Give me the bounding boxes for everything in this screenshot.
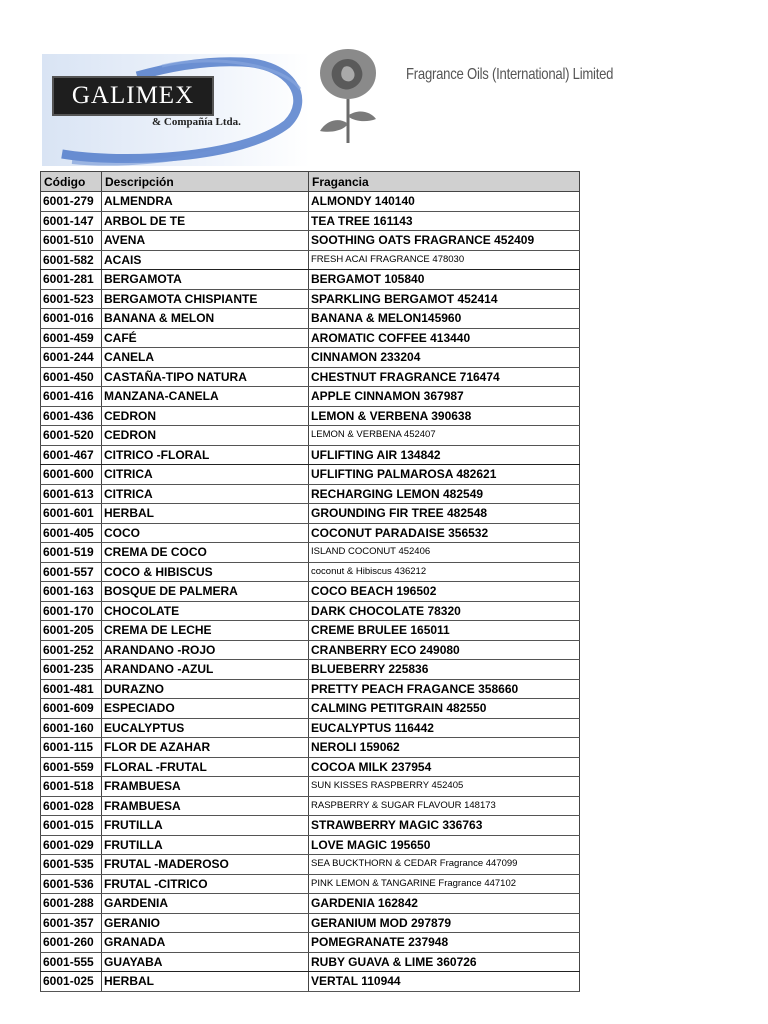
cell-fragrance: GROUNDING FIR TREE 482548 bbox=[309, 504, 580, 524]
cell-description: EUCALYPTUS bbox=[102, 718, 309, 738]
cell-fragrance: APPLE CINNAMON 367987 bbox=[309, 387, 580, 407]
cell-description: CITRICA bbox=[102, 465, 309, 485]
table-row bbox=[41, 504, 580, 524]
cell-code: 6001-160 bbox=[41, 718, 102, 738]
cell-description: CHOCOLATE bbox=[102, 601, 309, 621]
table-row bbox=[41, 952, 580, 972]
cell-fragrance: COCOA MILK 237954 bbox=[309, 757, 580, 777]
cell-code: 6001-582 bbox=[41, 250, 102, 270]
cell-code: 6001-028 bbox=[41, 796, 102, 816]
table-row bbox=[41, 894, 580, 914]
cell-code: 6001-436 bbox=[41, 406, 102, 426]
cell-description: CEDRON bbox=[102, 426, 309, 446]
table-row bbox=[41, 445, 580, 465]
cell-fragrance: CHESTNUT FRAGRANCE 716474 bbox=[309, 367, 580, 387]
table-row bbox=[41, 621, 580, 641]
cell-code: 6001-519 bbox=[41, 543, 102, 563]
cell-code: 6001-536 bbox=[41, 874, 102, 894]
cell-description: DURAZNO bbox=[102, 679, 309, 699]
table-row bbox=[41, 387, 580, 407]
cell-code: 6001-260 bbox=[41, 933, 102, 953]
cell-fragrance: NEROLI 159062 bbox=[309, 738, 580, 758]
cell-code: 6001-510 bbox=[41, 231, 102, 251]
cell-code: 6001-459 bbox=[41, 328, 102, 348]
cell-description: BERGAMOTA CHISPIANTE bbox=[102, 289, 309, 309]
cell-description: BERGAMOTA bbox=[102, 270, 309, 290]
cell-fragrance: SOOTHING OATS FRAGRANCE 452409 bbox=[309, 231, 580, 251]
cell-code: 6001-467 bbox=[41, 445, 102, 465]
cell-code: 6001-518 bbox=[41, 777, 102, 797]
cell-code: 6001-235 bbox=[41, 660, 102, 680]
cell-description: COCO & HIBISCUS bbox=[102, 562, 309, 582]
table-row bbox=[41, 738, 580, 758]
cell-code: 6001-555 bbox=[41, 952, 102, 972]
table-row bbox=[41, 367, 580, 387]
table-row bbox=[41, 484, 580, 504]
table-row bbox=[41, 231, 580, 251]
cell-fragrance: COCO BEACH 196502 bbox=[309, 582, 580, 602]
cell-description: FRAMBUESA bbox=[102, 796, 309, 816]
cell-fragrance: COCONUT PARADAISE 356532 bbox=[309, 523, 580, 543]
table-row bbox=[41, 816, 580, 836]
cell-code: 6001-170 bbox=[41, 601, 102, 621]
cell-code: 6001-450 bbox=[41, 367, 102, 387]
cell-fragrance: SPARKLING BERGAMOT 452414 bbox=[309, 289, 580, 309]
cell-fragrance: RUBY GUAVA & LIME 360726 bbox=[309, 952, 580, 972]
cell-description: FLOR DE AZAHAR bbox=[102, 738, 309, 758]
cell-code: 6001-115 bbox=[41, 738, 102, 758]
column-header-code: Código bbox=[41, 172, 102, 192]
table-row bbox=[41, 289, 580, 309]
table-row bbox=[41, 855, 580, 875]
cell-code: 6001-279 bbox=[41, 192, 102, 212]
cell-fragrance: CINNAMON 233204 bbox=[309, 348, 580, 368]
cell-fragrance: SEA BUCKTHORN & CEDAR Fragrance 447099 bbox=[309, 855, 580, 875]
cell-code: 6001-601 bbox=[41, 504, 102, 524]
column-header-description: Descripción bbox=[102, 172, 309, 192]
table-row bbox=[41, 211, 580, 231]
cell-description: GARDENIA bbox=[102, 894, 309, 914]
cell-code: 6001-025 bbox=[41, 972, 102, 992]
cell-description: CREMA DE COCO bbox=[102, 543, 309, 563]
cell-code: 6001-481 bbox=[41, 679, 102, 699]
table-row bbox=[41, 777, 580, 797]
cell-fragrance: PINK LEMON & TANGARINE Fragrance 447102 bbox=[309, 874, 580, 894]
cell-fragrance: AROMATIC COFFEE 413440 bbox=[309, 328, 580, 348]
table-row bbox=[41, 757, 580, 777]
table-row bbox=[41, 328, 580, 348]
cell-fragrance: CREME BRULEE 165011 bbox=[309, 621, 580, 641]
table-row bbox=[41, 660, 580, 680]
document-header bbox=[0, 0, 768, 170]
cell-fragrance: ALMONDY 140140 bbox=[309, 192, 580, 212]
cell-fragrance: POMEGRANATE 237948 bbox=[309, 933, 580, 953]
cell-description: MANZANA-CANELA bbox=[102, 387, 309, 407]
cell-code: 6001-281 bbox=[41, 270, 102, 290]
cell-fragrance: BANANA & MELON145960 bbox=[309, 309, 580, 329]
cell-fragrance: RASPBERRY & SUGAR FLAVOUR 148173 bbox=[309, 796, 580, 816]
galimex-logo bbox=[42, 54, 310, 166]
cell-code: 6001-016 bbox=[41, 309, 102, 329]
cell-code: 6001-416 bbox=[41, 387, 102, 407]
cell-fragrance: PRETTY PEACH FRAGANCE 358660 bbox=[309, 679, 580, 699]
cell-description: FRUTAL -CITRICO bbox=[102, 874, 309, 894]
cell-description: CASTAÑA-TIPO NATURA bbox=[102, 367, 309, 387]
table-row bbox=[41, 309, 580, 329]
cell-description: CREMA DE LECHE bbox=[102, 621, 309, 641]
cell-description: FRUTAL -MADEROSO bbox=[102, 855, 309, 875]
cell-fragrance: LEMON & VERBENA 390638 bbox=[309, 406, 580, 426]
table-row bbox=[41, 933, 580, 953]
cell-description: FRUTILLA bbox=[102, 816, 309, 836]
cell-fragrance: coconut & Hibiscus 436212 bbox=[309, 562, 580, 582]
table-row bbox=[41, 913, 580, 933]
cell-code: 6001-405 bbox=[41, 523, 102, 543]
cell-fragrance: GERANIUM MOD 297879 bbox=[309, 913, 580, 933]
table-row bbox=[41, 874, 580, 894]
cell-code: 6001-613 bbox=[41, 484, 102, 504]
fragrance-company-name: Fragrance Oils (International) Limited bbox=[406, 66, 614, 83]
cell-code: 6001-205 bbox=[41, 621, 102, 641]
logo-box bbox=[52, 76, 214, 116]
cell-description: HERBAL bbox=[102, 504, 309, 524]
table-row bbox=[41, 972, 580, 992]
cell-fragrance: ISLAND COCONUT 452406 bbox=[309, 543, 580, 563]
cell-code: 6001-357 bbox=[41, 913, 102, 933]
cell-fragrance: LEMON & VERBENA 452407 bbox=[309, 426, 580, 446]
cell-fragrance: FRESH ACAI FRAGRANCE 478030 bbox=[309, 250, 580, 270]
cell-description: ACAIS bbox=[102, 250, 309, 270]
cell-description: AVENA bbox=[102, 231, 309, 251]
cell-description: COCO bbox=[102, 523, 309, 543]
table-row bbox=[41, 679, 580, 699]
cell-code: 6001-609 bbox=[41, 699, 102, 719]
cell-description: CANELA bbox=[102, 348, 309, 368]
cell-fragrance: STRAWBERRY MAGIC 336763 bbox=[309, 816, 580, 836]
table-row bbox=[41, 426, 580, 446]
cell-code: 6001-163 bbox=[41, 582, 102, 602]
table-row bbox=[41, 835, 580, 855]
table-row bbox=[41, 562, 580, 582]
table-body bbox=[41, 192, 580, 992]
table-row bbox=[41, 699, 580, 719]
cell-code: 6001-015 bbox=[41, 816, 102, 836]
table-row bbox=[41, 582, 580, 602]
cell-description: CAFÉ bbox=[102, 328, 309, 348]
cell-description: ESPECIADO bbox=[102, 699, 309, 719]
cell-fragrance: SUN KISSES RASPBERRY 452405 bbox=[309, 777, 580, 797]
cell-code: 6001-029 bbox=[41, 835, 102, 855]
table-row bbox=[41, 270, 580, 290]
table-row bbox=[41, 523, 580, 543]
table-row bbox=[41, 250, 580, 270]
cell-description: CEDRON bbox=[102, 406, 309, 426]
cell-description: ARBOL DE TE bbox=[102, 211, 309, 231]
cell-code: 6001-523 bbox=[41, 289, 102, 309]
cell-description: GUAYABA bbox=[102, 952, 309, 972]
rose-icon bbox=[314, 45, 382, 147]
cell-code: 6001-252 bbox=[41, 640, 102, 660]
fragrance-table bbox=[40, 171, 580, 992]
cell-description: FLORAL -FRUTAL bbox=[102, 757, 309, 777]
table-row bbox=[41, 406, 580, 426]
cell-code: 6001-559 bbox=[41, 757, 102, 777]
cell-fragrance: CALMING PETITGRAIN 482550 bbox=[309, 699, 580, 719]
cell-description: HERBAL bbox=[102, 972, 309, 992]
cell-code: 6001-535 bbox=[41, 855, 102, 875]
cell-fragrance: TEA TREE 161143 bbox=[309, 211, 580, 231]
cell-code: 6001-288 bbox=[41, 894, 102, 914]
cell-description: ARANDANO -AZUL bbox=[102, 660, 309, 680]
cell-description: CITRICO -FLORAL bbox=[102, 445, 309, 465]
cell-code: 6001-244 bbox=[41, 348, 102, 368]
cell-fragrance: DARK CHOCOLATE 78320 bbox=[309, 601, 580, 621]
logo-subtitle: & Compañía Ltda. bbox=[152, 116, 241, 128]
cell-fragrance: EUCALYPTUS 116442 bbox=[309, 718, 580, 738]
cell-code: 6001-557 bbox=[41, 562, 102, 582]
table-row bbox=[41, 796, 580, 816]
table-row bbox=[41, 718, 580, 738]
cell-fragrance: RECHARGING LEMON 482549 bbox=[309, 484, 580, 504]
cell-code: 6001-147 bbox=[41, 211, 102, 231]
cell-fragrance: BLUEBERRY 225836 bbox=[309, 660, 580, 680]
logo-title: GALIMEX bbox=[71, 82, 195, 109]
table-row bbox=[41, 543, 580, 563]
cell-description: CITRICA bbox=[102, 484, 309, 504]
table-row bbox=[41, 348, 580, 368]
cell-fragrance: GARDENIA 162842 bbox=[309, 894, 580, 914]
cell-fragrance: BERGAMOT 105840 bbox=[309, 270, 580, 290]
cell-description: FRUTILLA bbox=[102, 835, 309, 855]
table-row bbox=[41, 192, 580, 212]
table-header-row bbox=[41, 172, 580, 192]
cell-description: GRANADA bbox=[102, 933, 309, 953]
cell-fragrance: LOVE MAGIC 195650 bbox=[309, 835, 580, 855]
cell-description: FRAMBUESA bbox=[102, 777, 309, 797]
table-row bbox=[41, 640, 580, 660]
cell-fragrance: UFLIFTING PALMAROSA 482621 bbox=[309, 465, 580, 485]
cell-description: BOSQUE DE PALMERA bbox=[102, 582, 309, 602]
cell-fragrance: CRANBERRY ECO 249080 bbox=[309, 640, 580, 660]
cell-description: ALMENDRA bbox=[102, 192, 309, 212]
column-header-fragrance: Fragancia bbox=[309, 172, 580, 192]
cell-code: 6001-600 bbox=[41, 465, 102, 485]
cell-description: ARANDANO -ROJO bbox=[102, 640, 309, 660]
cell-fragrance: UFLIFTING AIR 134842 bbox=[309, 445, 580, 465]
table-row bbox=[41, 465, 580, 485]
cell-description: BANANA & MELON bbox=[102, 309, 309, 329]
cell-code: 6001-520 bbox=[41, 426, 102, 446]
cell-description: GERANIO bbox=[102, 913, 309, 933]
cell-fragrance: VERTAL 110944 bbox=[309, 972, 580, 992]
table-row bbox=[41, 601, 580, 621]
